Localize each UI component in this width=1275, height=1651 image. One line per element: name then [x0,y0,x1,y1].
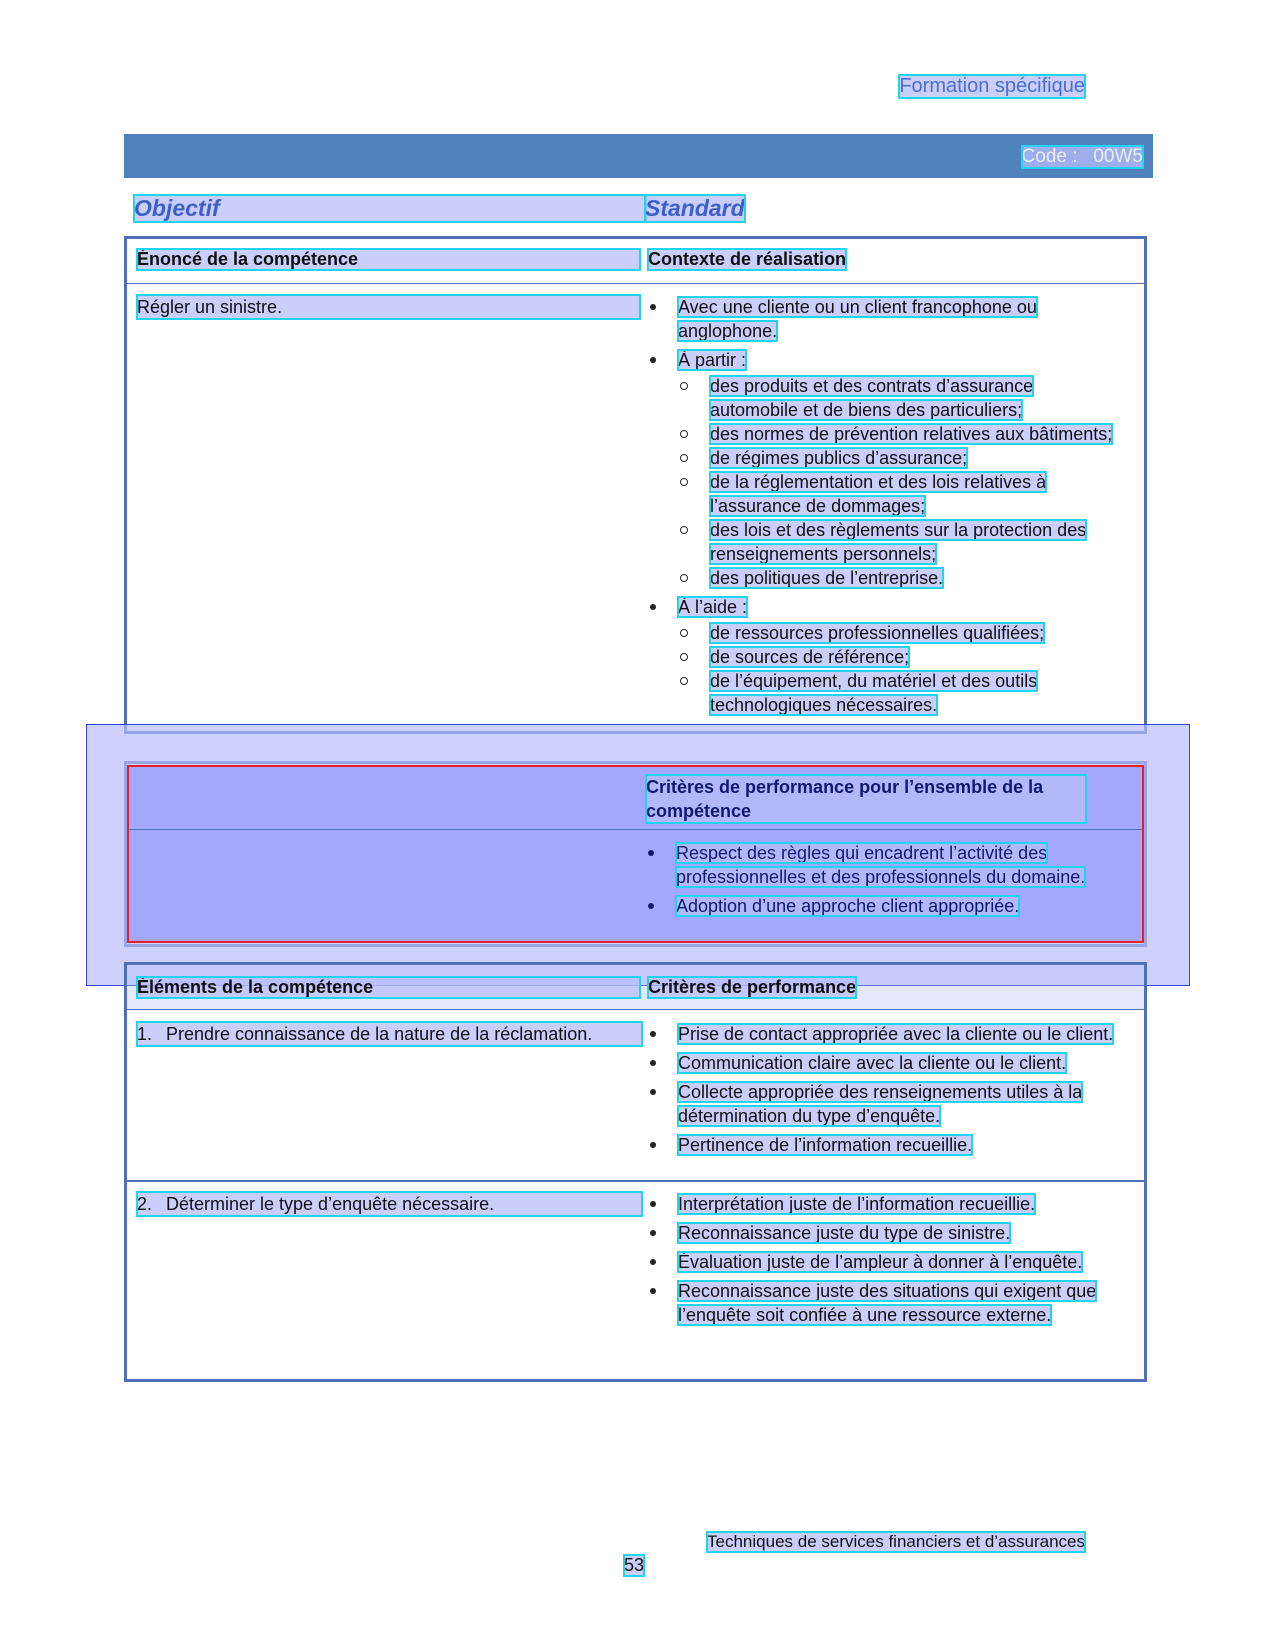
statement-context-table [124,236,1147,734]
element-row [127,1010,1144,1182]
elements-criteria-table [124,962,1147,1382]
competency-statement: Régler un sinistre. [137,295,640,319]
context-item: À partir : des produits et des contrats d’assurance automobile et de biens des particuliers; des normes de prévention relatives aux bâtiments; de régimes publics d’assurance; de la réglementation et des lois relatives à l’assurance de dommages; des lois et des règlements sur la protection des renseignements personnels; des politiques de l’entreprise. [648,348,1120,590]
context-item: Avec une cliente ou un client francophone ou anglophone. [648,295,1120,343]
context-sub-item: de ressources professionnelles qualifiées; [678,621,1120,645]
overall-criteria-divider [129,829,1142,830]
criteria-item: Pertinence de l’information recueillie. [648,1133,1120,1157]
overall-criteria-list [646,841,1102,923]
criteria-list [648,1022,1120,1162]
program-name-footer: Techniques de services financiers et d’assurances [707,1532,1085,1551]
criteria-item: Prise de contact appropriée avec la cliente ou le client. [648,1022,1120,1046]
context-sub-item: des lois et des règlements sur la protection des renseignements personnels; [678,518,1120,566]
elements-header: Éléments de la compétence [137,977,640,998]
context-item: À l’aide : de ressources professionnelles qualifiées; de sources de référence; de l’équipement, du matériel et des outils technologiques nécessaires. [648,595,1120,717]
context-header: Contexte de réalisation [648,249,847,269]
page-number: 53 [624,1555,645,1575]
context-sub-item: de sources de référence; [678,645,1120,669]
overall-criteria-item: Respect des règles qui encadrent l’activité des professionnelles et des professionnels du domaine. [646,841,1102,889]
criteria-item: Reconnaissance juste du type de sinistre. [648,1221,1120,1245]
overall-criteria-box [127,765,1144,943]
element-text: 2. Déterminer le type d’enquête nécessaire. [137,1192,642,1216]
objective-column-title: Objectif [134,195,646,222]
code-bar [124,134,1153,178]
statement-context-header [127,239,1144,284]
criteria-list [648,1192,1120,1332]
criteria-item: Communication claire avec la cliente ou le client. [648,1051,1120,1075]
element-row [127,1182,1144,1380]
overall-criteria-title: Critères de performance pour l’ensemble de la compétence [646,775,1086,823]
context-sub-item: de la réglementation et des lois relatives à l’assurance de dommages; [678,470,1120,518]
element-text: 1. Prendre connaissance de la nature de la réclamation. [137,1022,642,1046]
program-type-header: Formation spécifique [899,75,1085,97]
criteria-item: Évaluation juste de l’ampleur à donner à l’enquête. [648,1250,1120,1274]
criteria-header: Critères de performance [648,977,857,997]
statement-header: Énoncé de la compétence [137,249,640,270]
criteria-item: Reconnaissance juste des situations qui exigent que l’enquête soit confiée à une ressource externe. [648,1279,1120,1327]
overall-criteria-item: Adoption d’une approche client appropriée. [646,894,1102,918]
criteria-item: Collecte appropriée des renseignements utiles à la détermination du type d’enquête. [648,1080,1120,1128]
context-sub-item: des produits et des contrats d’assurance automobile et de biens des particuliers; [678,374,1120,422]
standard-column-title: Standard [645,195,745,221]
context-sub-item: de régimes publics d’assurance; [678,446,1120,470]
context-sub-item: de l’équipement, du matériel et des outils technologiques nécessaires. [678,669,1120,717]
criteria-item: Interprétation juste de l’information recueillie. [648,1192,1120,1216]
context-sub-item: des politiques de l’entreprise. [678,566,1120,590]
competency-code: Code : 00W5 [1021,146,1143,167]
context-sub-item: des normes de prévention relatives aux bâtiments; [678,422,1120,446]
context-list [648,295,1120,722]
elements-criteria-header [127,965,1144,1010]
